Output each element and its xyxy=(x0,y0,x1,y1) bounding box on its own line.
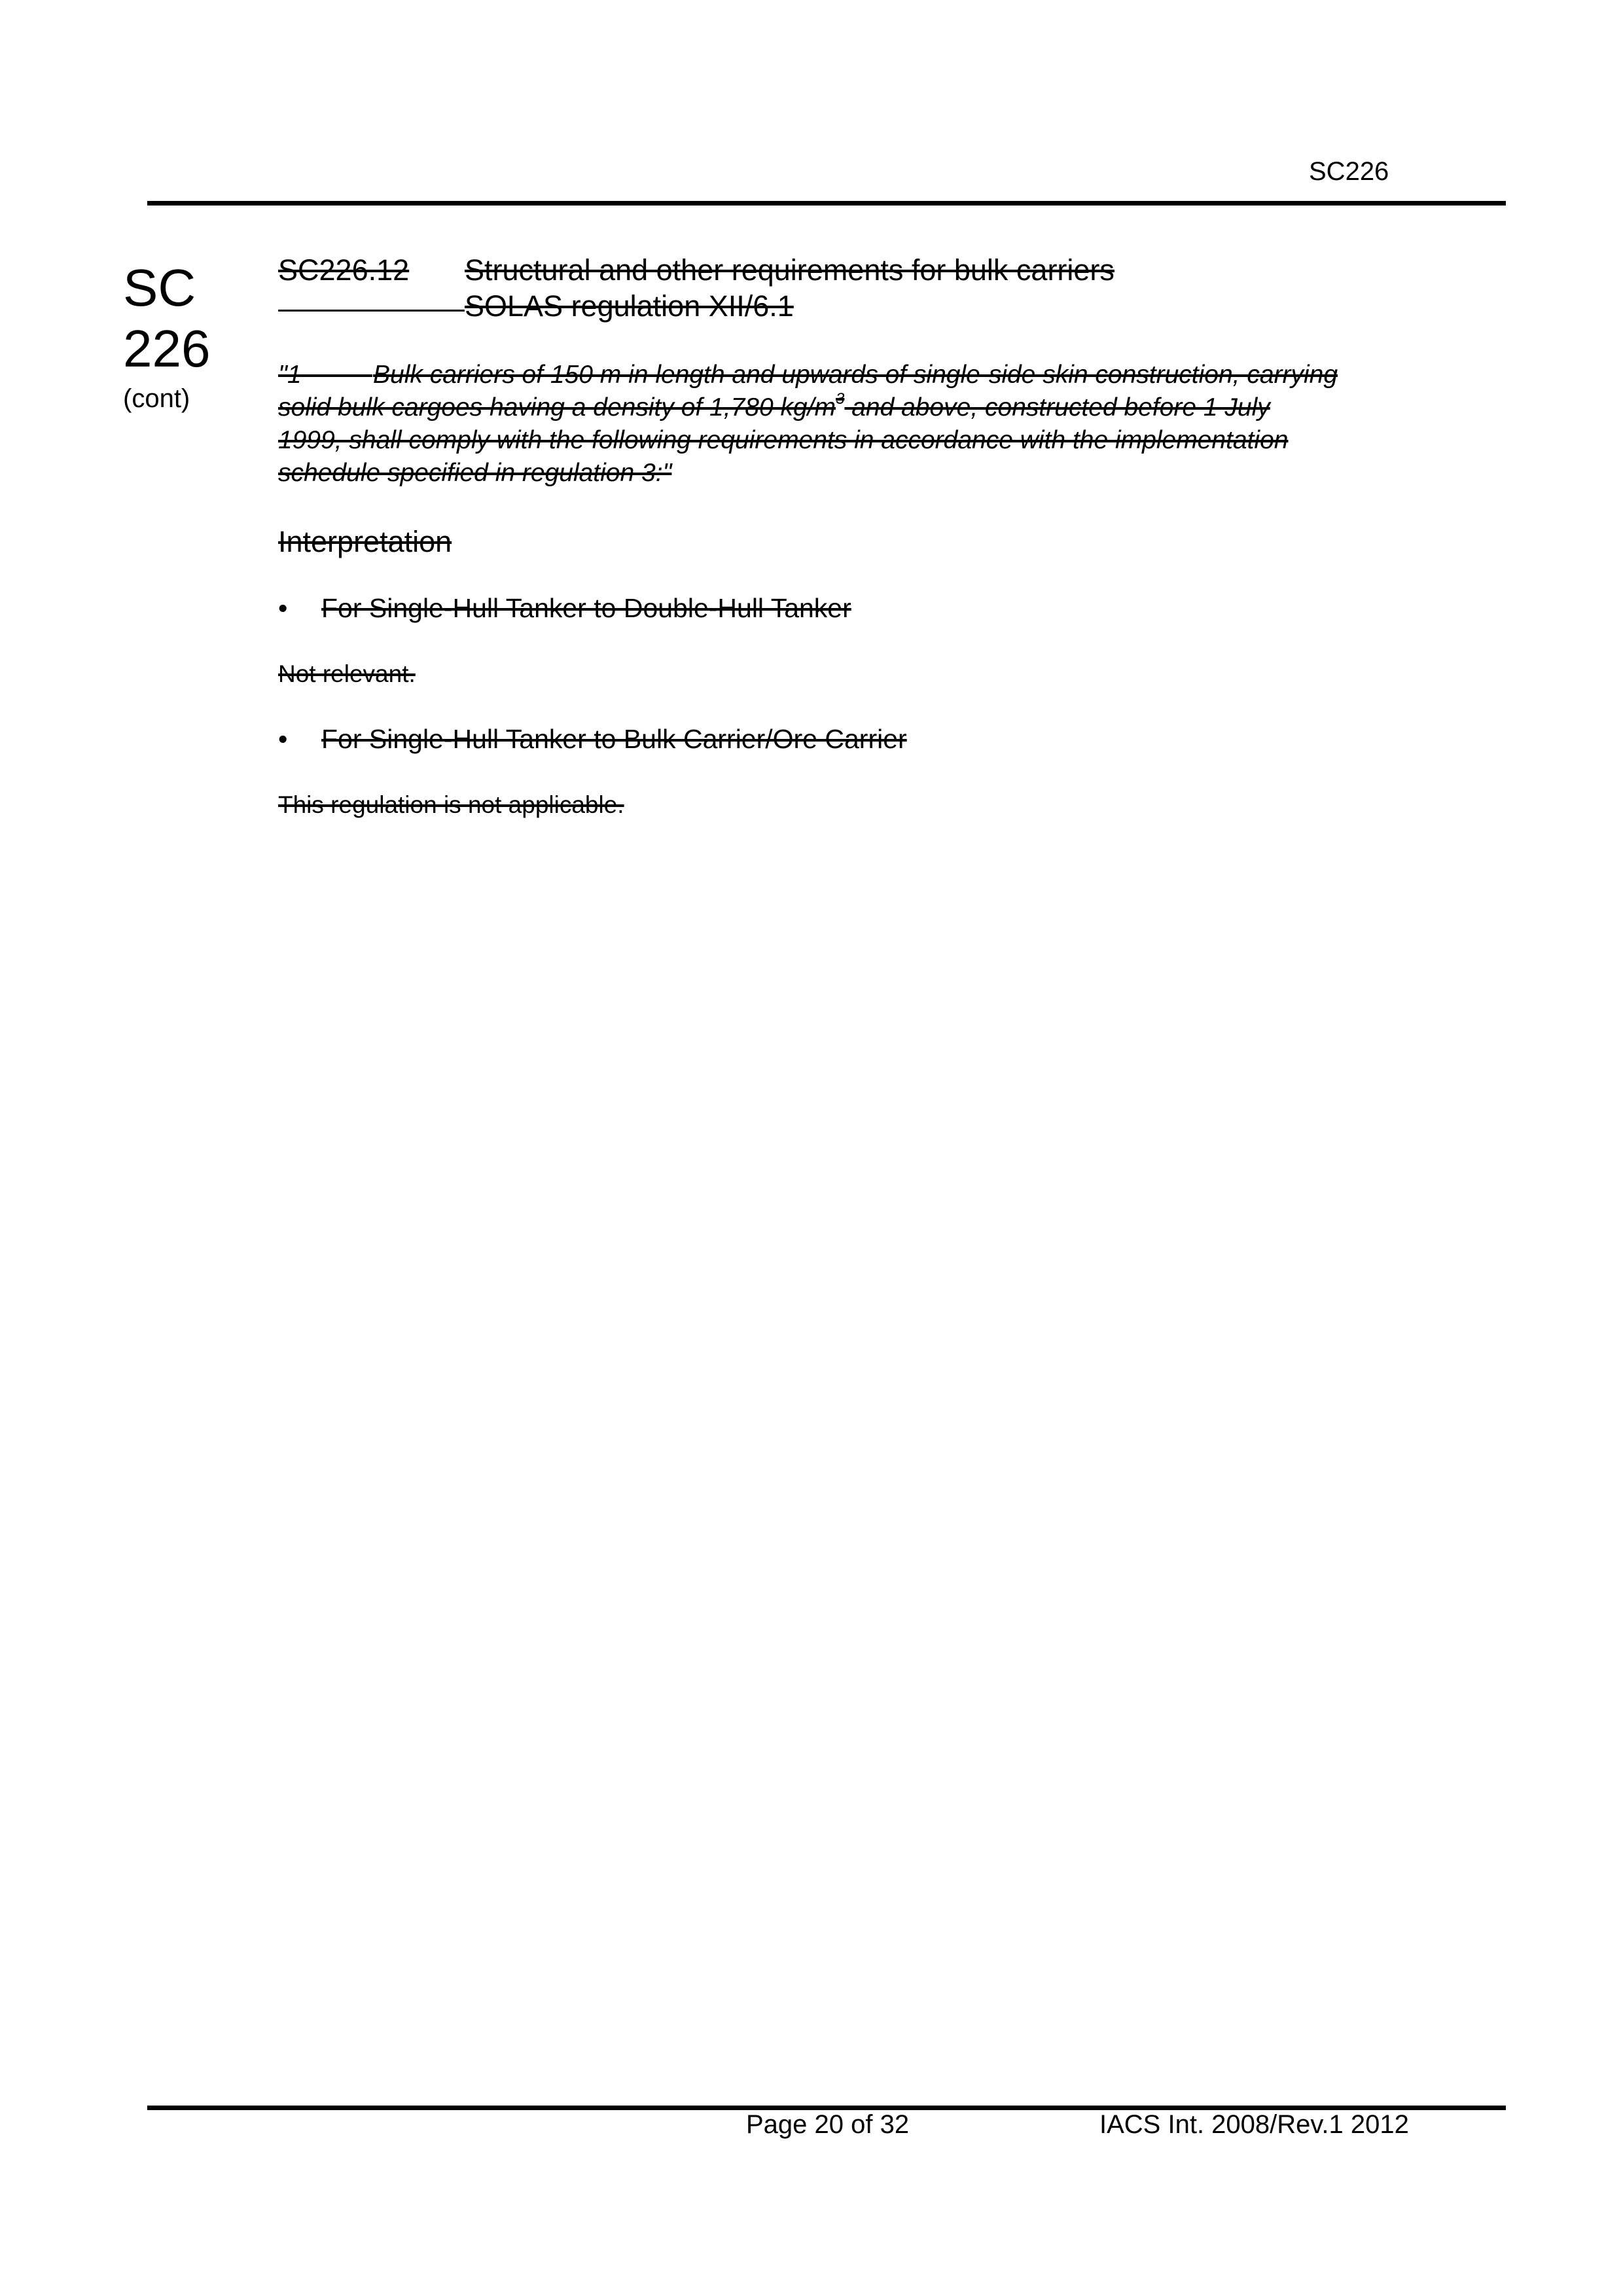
footer-reference: IACS Int. 2008/Rev.1 2012 xyxy=(1099,2110,1409,2139)
section-subtitle: SOLAS regulation XII/6.1 xyxy=(465,289,794,323)
margin-label-number: 226 xyxy=(123,319,211,378)
subtitle-leader-line xyxy=(278,310,465,312)
bullet-icon: • xyxy=(278,593,288,623)
bullet-label: For Single-Hull Tanker to Bulk Carrier/Ore Carrier xyxy=(321,724,907,754)
quote-line xyxy=(278,359,1443,391)
quote-text: 1999, shall comply with the following requirements in accordance with the implementation xyxy=(278,426,1289,454)
regulation-quote xyxy=(278,359,1443,490)
margin-label-cont: (cont) xyxy=(123,384,190,413)
interpretation-bullet-item xyxy=(278,722,907,756)
quote-paragraph-number: "1 xyxy=(278,361,302,389)
interpretation-bullet-item xyxy=(278,591,851,625)
quote-superscript: 3 xyxy=(836,390,845,408)
quote-line xyxy=(278,424,1443,457)
interpretation-heading: Interpretation xyxy=(278,525,452,558)
section-title: Structural and other requirements for bulk carriers xyxy=(465,253,1115,287)
bullet-label: For Single-Hull Tanker to Double-Hull Tanker xyxy=(321,593,851,623)
quote-text: schedule specified in regulation 3:" xyxy=(278,459,672,487)
section-number: SC226.12 xyxy=(278,253,410,287)
quote-text: Bulk carriers of 150 m in length and upwards of single-side skin construction, carrying xyxy=(373,361,1338,389)
header-divider xyxy=(147,201,1506,206)
header-code: SC226 xyxy=(1309,157,1389,186)
quote-text: and above, constructed before 1 July xyxy=(844,393,1270,422)
interpretation-note: This regulation is not applicable. xyxy=(278,791,624,818)
footer-page-number: Page 20 of 32 xyxy=(746,2110,910,2139)
interpretation-note: Not relevant. xyxy=(278,660,416,687)
quote-line xyxy=(278,391,1443,424)
quote-line xyxy=(278,457,1443,490)
quote-text: solid bulk cargoes having a density of 1,780 kg/m xyxy=(278,393,836,422)
margin-label-sc: SC xyxy=(123,259,196,317)
bullet-icon: • xyxy=(278,724,288,754)
